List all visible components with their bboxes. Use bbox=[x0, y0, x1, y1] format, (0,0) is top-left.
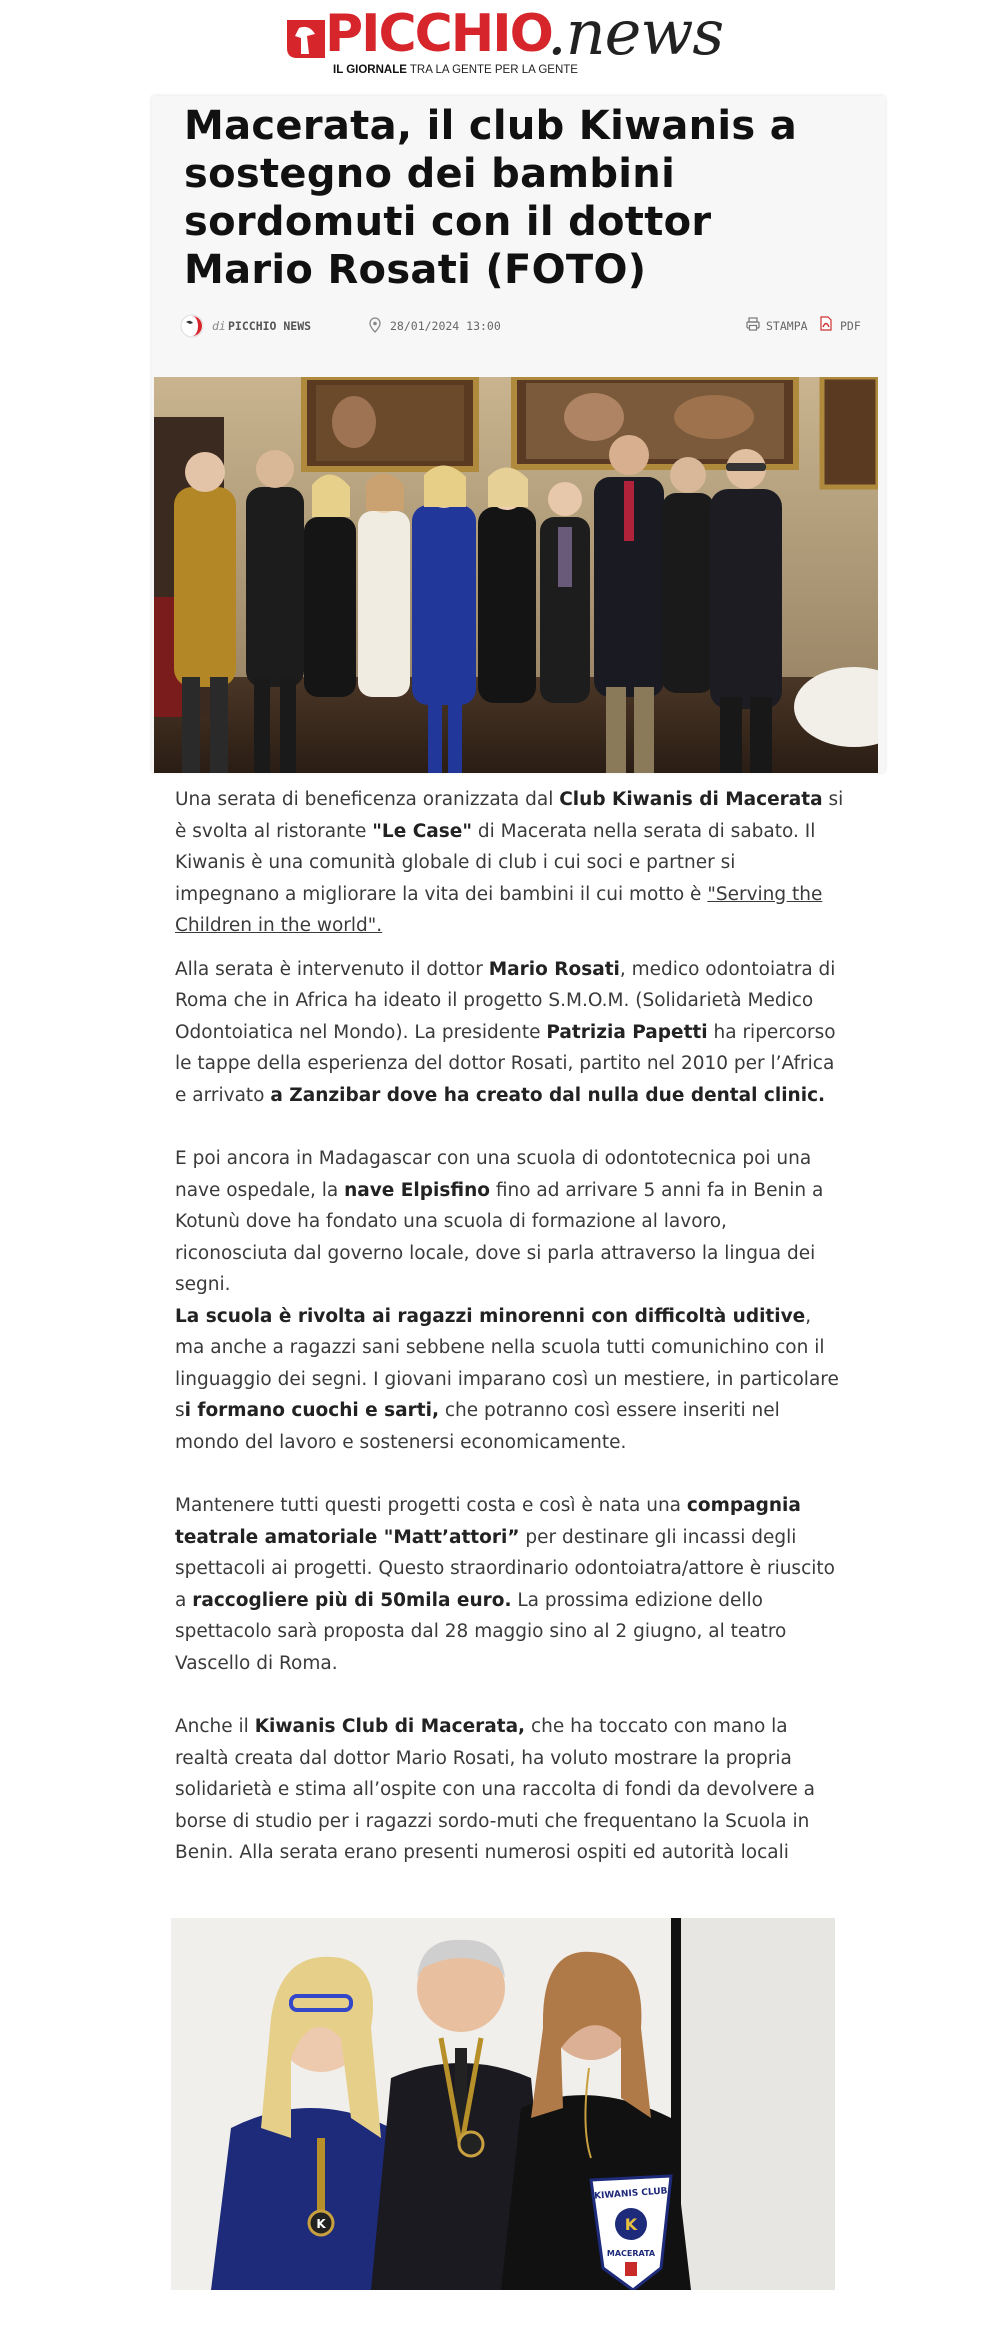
logo-text-news: .news bbox=[547, 0, 724, 69]
p5-text-3: La prossima edizione dello spettacolo sarà proposta dal 28 maggio sino al 2 giugno, al teatro Vascello di Roma. bbox=[175, 1589, 787, 1674]
p1-text-3: di Macerata nella serata di sabato. Il Kiwanis è una comunità globale di club i cui soci e partner si impegnano a migliorare la vita dei bambini il cui motto è bbox=[175, 820, 816, 905]
article-body bbox=[175, 784, 845, 1869]
logo-tagline bbox=[333, 64, 578, 76]
paragraph-6 bbox=[175, 1711, 845, 1869]
paragraph-4 bbox=[175, 1301, 845, 1459]
clock-icon bbox=[368, 317, 382, 333]
p4-text-2: che potranno così essere inseriti nel mondo del lavoro e sostenersi economicamente. bbox=[175, 1400, 780, 1453]
pdf-button[interactable]: PDF bbox=[840, 319, 861, 333]
article-photo-pennant bbox=[171, 1918, 835, 2290]
pdf-icon[interactable] bbox=[820, 316, 832, 331]
tagline-rest: TRA LA GENTE PER LA GENTE bbox=[406, 64, 578, 76]
p6-bold-kiwanis: Kiwanis Club di Macerata, bbox=[254, 1716, 526, 1737]
print-button[interactable]: STAMPA bbox=[766, 319, 808, 333]
p1-motto-link[interactable]: "Serving the Children in the world". bbox=[175, 883, 823, 936]
p2-bold-zanzibar: a Zanzibar dove ha creato dal nulla due dental clinic. bbox=[270, 1084, 826, 1106]
pennant-emblem-left: K bbox=[316, 2217, 326, 2231]
p1-text-1: Una serata di beneficenza oranizzata dal bbox=[175, 789, 560, 810]
print-icon[interactable] bbox=[746, 317, 760, 331]
logo-text-picchio: PICCHIO bbox=[325, 4, 552, 64]
p1-text-2: si è svolta al ristorante bbox=[175, 789, 844, 842]
p5-bold-compagnia: compagnia teatrale amatoriale "Matt’attori” bbox=[175, 1495, 801, 1548]
pennant-text-club: KIWANIS CLUB bbox=[593, 2186, 668, 2202]
paragraph-5 bbox=[175, 1490, 845, 1679]
author-link[interactable]: PICCHIO NEWS bbox=[228, 319, 312, 333]
p2-text-2: , medico odontoiatra di Roma che in Africa ha ideato il progetto S.M.O.M. (Solidarietà Medico Odontoiatica nel Mondo). La presidente bbox=[175, 958, 836, 1043]
article-photo-group bbox=[154, 377, 878, 773]
article-meta bbox=[180, 314, 860, 338]
paragraph-1 bbox=[175, 784, 845, 942]
p4-bold-scuola: La scuola è rivolta ai ragazzi minorenni con difficoltà uditive bbox=[175, 1305, 806, 1327]
p5-text-1: Mantenere tutti questi progetti costa e così è nata una bbox=[175, 1495, 687, 1516]
p5-bold-50mila: raccogliere più di 50mila euro. bbox=[192, 1589, 512, 1611]
author-avatar-icon bbox=[180, 314, 204, 338]
pennant-emblem-right: K bbox=[624, 2215, 638, 2234]
site-logo[interactable] bbox=[285, 0, 724, 78]
author-prefix: di bbox=[212, 319, 226, 333]
tagline-bold: IL GIORNALE bbox=[333, 64, 407, 76]
p6-text-1: Anche il bbox=[175, 1716, 255, 1737]
article-title: Macerata, il club Kiwanis a sostegno dei bambini sordomuti con il dottor Mario Rosati (FOTO) bbox=[184, 103, 798, 293]
paragraph-2 bbox=[175, 954, 845, 1112]
masthead bbox=[0, 0, 985, 96]
p5-text-2: per destinare gli incassi degli spettacoli ai progetti. Questo straordinario odontoiatra/attore è riuscito a bbox=[175, 1526, 835, 1611]
publish-date: 28/01/2024 13:00 bbox=[390, 319, 501, 333]
pennant-text-city: MACERATA bbox=[606, 2249, 656, 2258]
p2-text-1: Alla serata è intervenuto il dottor bbox=[175, 958, 489, 980]
p1-bold-club: Club Kiwanis di Macerata bbox=[559, 789, 823, 810]
p2-bold-rosati: Mario Rosati bbox=[488, 958, 620, 980]
group-photo-image bbox=[154, 377, 878, 773]
p4-bold-cuochi: i formano cuochi e sarti, bbox=[184, 1400, 439, 1421]
p3-text-1: E poi ancora in Madagascar con una scuola di odontotecnica poi una nave ospedale, la bbox=[175, 1148, 812, 1201]
p3-text-2: fino ad arrivare 5 anni fa in Benin a Kotunù dove ha fondato una scuola di formazione al lavoro, riconosciuta dal governo locale, dove si parla attraverso la lingua dei segni. bbox=[175, 1179, 824, 1295]
p6-text-2: che ha toccato con mano la realtà creata dal dottor Mario Rosati, ha voluto mostrare la propria solidarietà e stima all’ospite con una raccolta di fondi da devolvere a borse di studio per i ragazzi sordo-muti che frequentano la Scuola in Benin. Alla serata erano presenti numerosi ospiti ed autorità locali bbox=[175, 1716, 815, 1863]
p3-bold-nave: nave Elpisfino bbox=[344, 1179, 490, 1201]
p2-bold-papetti: Patrizia Papetti bbox=[546, 1021, 708, 1043]
p1-bold-venue: "Le Case" bbox=[372, 820, 472, 842]
p4-text-1: , ma anche a ragazzi sani sebbene nella scuola tutti comunichino con il linguaggio dei segni. I giovani imparano così un mestiere, in particolare s bbox=[175, 1305, 839, 1421]
p2-text-3: ha ripercorso le tappe della esperienza del dottor Rosati, partito nel 2010 per l’Africa e arrivato bbox=[175, 1021, 836, 1106]
pennant-photo-image bbox=[171, 1918, 835, 2290]
picchio-logo-icon bbox=[285, 14, 329, 58]
paragraph-3 bbox=[175, 1143, 845, 1301]
